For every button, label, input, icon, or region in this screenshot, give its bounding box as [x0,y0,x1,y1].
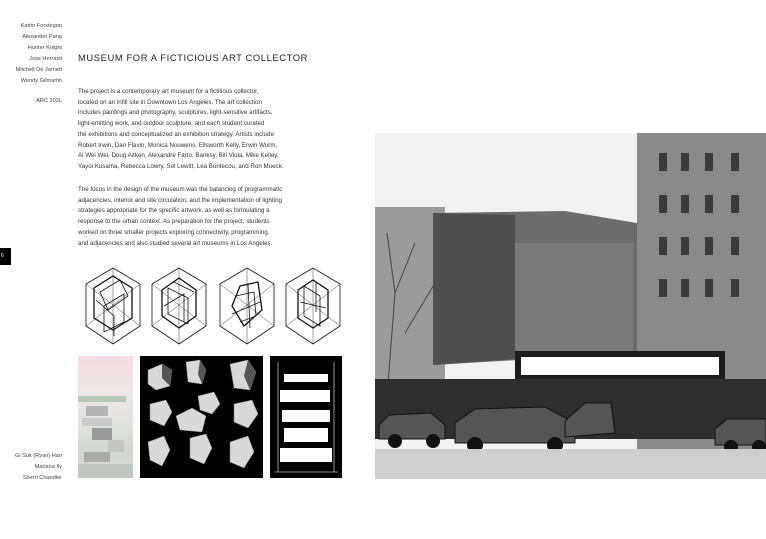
text-line: includes paintings and photography, sculptures, light-sensitive artifacts, [78,109,273,117]
author-name: Jose Herrasti [29,56,62,62]
author-name: Katrin Forstegon [20,23,62,29]
author-name: Alexander Pang [22,34,62,40]
text-line: worked on three smaller projects exploring connectivity, programming, [78,228,270,236]
text-line: adjacencies, interior and site circulation, and the implementation of lighting [78,196,282,204]
text-line: located on an infill site in Downtown Los Angeles. The art collection [78,98,262,106]
description-paragraph-1 [78,87,348,173]
page-number-left: 6 [0,248,11,265]
text-line: Robert Irwin, Dan Flavin, Monica Nouwens, Ellsworth Kelly, Erwin Wurm, [78,141,278,149]
text-line: and adjacencies and also studied several art museums in Los Angeles. [78,239,273,247]
physical-models-photo [140,356,263,478]
author-name: Hunter Knight [27,45,62,51]
author-name: Mariana Ily [34,464,62,470]
text-line: The focus in the design of the museum was the balancing of programmatic [78,186,283,193]
author-name: Sherri Chandler [22,475,62,481]
author-list-bottom [0,451,62,484]
author-name: Mitchell De Jarnett [15,67,62,73]
text-line: Yayoi Kusama, Rebecca Lowry, Sol Lewitt, Lea Bontecou, and Ron Mueck. [78,162,284,170]
text-line: strategies appropriate for the specific artwork, as well as formulating a [78,207,270,215]
text-line: The project is a contemporary art museum for a fictitious collector, [78,88,259,95]
site-model-image [78,356,133,478]
text-line: response to the urban context. As preparation for the project, students [78,218,270,226]
axonometric-diagram [218,266,276,346]
axonometric-diagram [150,266,208,346]
author-name: Gi Suk (Ryan) Han [15,453,62,459]
museum-rendering-photo [375,133,766,479]
text-line: Ai Wei Wei, Doug Aitken, Alexandre Farto, Banksy, Bill Viola, Mike Kelley, [78,152,279,160]
text-line: light-emitting work, and outdoor sculpture, and each student curated [78,120,265,128]
text-line: the exhibitions and conceptualized an exhibition strategy. Artists include [78,130,274,138]
description-paragraph-2 [78,185,348,249]
axonometric-diagram [84,266,142,346]
section-drawing [270,356,342,478]
axonometric-diagram [284,266,342,346]
author-name: Wendy Gilmartin [20,78,62,84]
author-list-top [0,21,62,87]
course-code: ARC 202L [36,98,62,104]
project-title: MUSEUM FOR A FICTICIOUS ART COLLECTOR [78,52,309,63]
